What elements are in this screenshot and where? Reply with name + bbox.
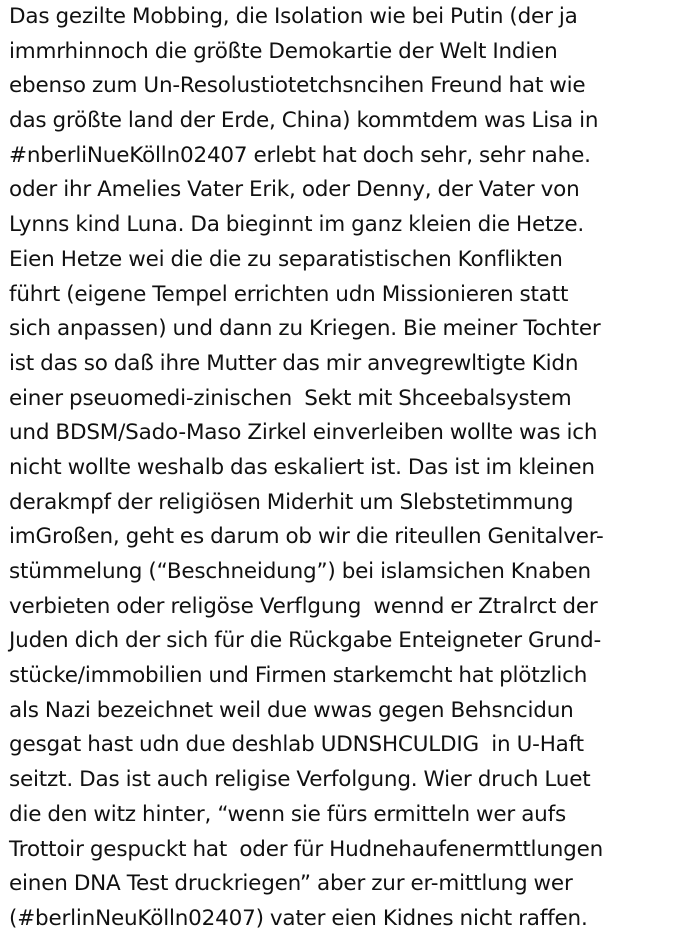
text-line-12: einer pseuomedi-zinischen Sekt mit Shceebalsystem	[9, 385, 572, 411]
text-line-15: derakmpf der religiösen Miderhit um Slebstetimmung	[9, 489, 574, 515]
text-line-2: immrhinnoch die größte Demokartie der Welt Indien	[9, 38, 558, 64]
text-line-9: führt (eigene Tempel errichten udn Missionieren statt	[9, 281, 569, 307]
text-line-11: ist das so daß ihre Mutter das mir anvegrewltigte Kidn	[9, 350, 579, 376]
text-line-6: oder ihr Amelies Vater Erik, oder Denny, der Vater von	[9, 177, 580, 203]
text-line-16: imGroßen, geht es darum ob wir die riteullen Genitalver-	[9, 524, 604, 550]
text-line-1: Das gezilte Mobbing, die Isolation wie bei Putin (der ja	[9, 4, 578, 29]
text-line-20: stücke/immobilien und Firmen starkemcht hat plötzlich	[9, 663, 588, 689]
text-line-21: als Nazi bezeichnet weil due wwas gegen Behsncidun	[9, 697, 574, 723]
text-line-24: die den witz hinter, “wenn sie fürs ermitteln wer aufs	[9, 801, 566, 827]
text-line-8: Eien Hetze wei die die zu separatistischen Konflikten	[9, 246, 563, 272]
text-line-5: #nberliNueKölln02407 erlebt hat doch sehr, sehr nahe.	[9, 142, 591, 168]
text-line-26: einen DNA Test druckriegen” aber zur er-mittlung wer	[9, 871, 573, 897]
text-line-23: seitzt. Das ist auch religise Verfolgung. Wier druch Luet	[9, 767, 591, 793]
text-line-13: und BDSM/Sado-Maso Zirkel einverleiben wollte was ich	[9, 420, 598, 446]
text-line-3: ebenso zum Un-Resolustiotetchsncihen Freund hat wie	[9, 73, 586, 99]
text-line-7: Lynns kind Luna. Da bieginnt im ganz kleien die Hetze.	[9, 212, 584, 238]
body-text	[9, 0, 681, 937]
text-line-25: Trottoir gespuckt hat oder für Hudnehaufenermttlungen	[9, 836, 604, 862]
text-line-19: Juden dich der sich für die Rückgabe Enteigneter Grund-	[9, 628, 601, 654]
text-line-17: stümmelung (“Beschneidung”) bei islamsichen Knaben	[9, 559, 591, 584]
text-line-22: gesgat hast udn due deshlab UDNSHCULDIG in U-Haft	[9, 732, 584, 758]
text-line-18: verbieten oder religöse Verflgung wennd er Ztralrct der	[9, 593, 598, 619]
text-line-10: sich anpassen) und dann zu Kriegen. Bie meiner Tochter	[9, 316, 601, 342]
text-line-4: das größte land der Erde, China) kommtdem was Lisa in	[9, 108, 599, 134]
text-line-14: nicht wollte weshalb das eskaliert ist. Das ist im kleinen	[9, 454, 595, 480]
text-line-27: (#berlinNeuKölln02407) vater eien Kidnes nicht raffen.	[9, 905, 588, 931]
